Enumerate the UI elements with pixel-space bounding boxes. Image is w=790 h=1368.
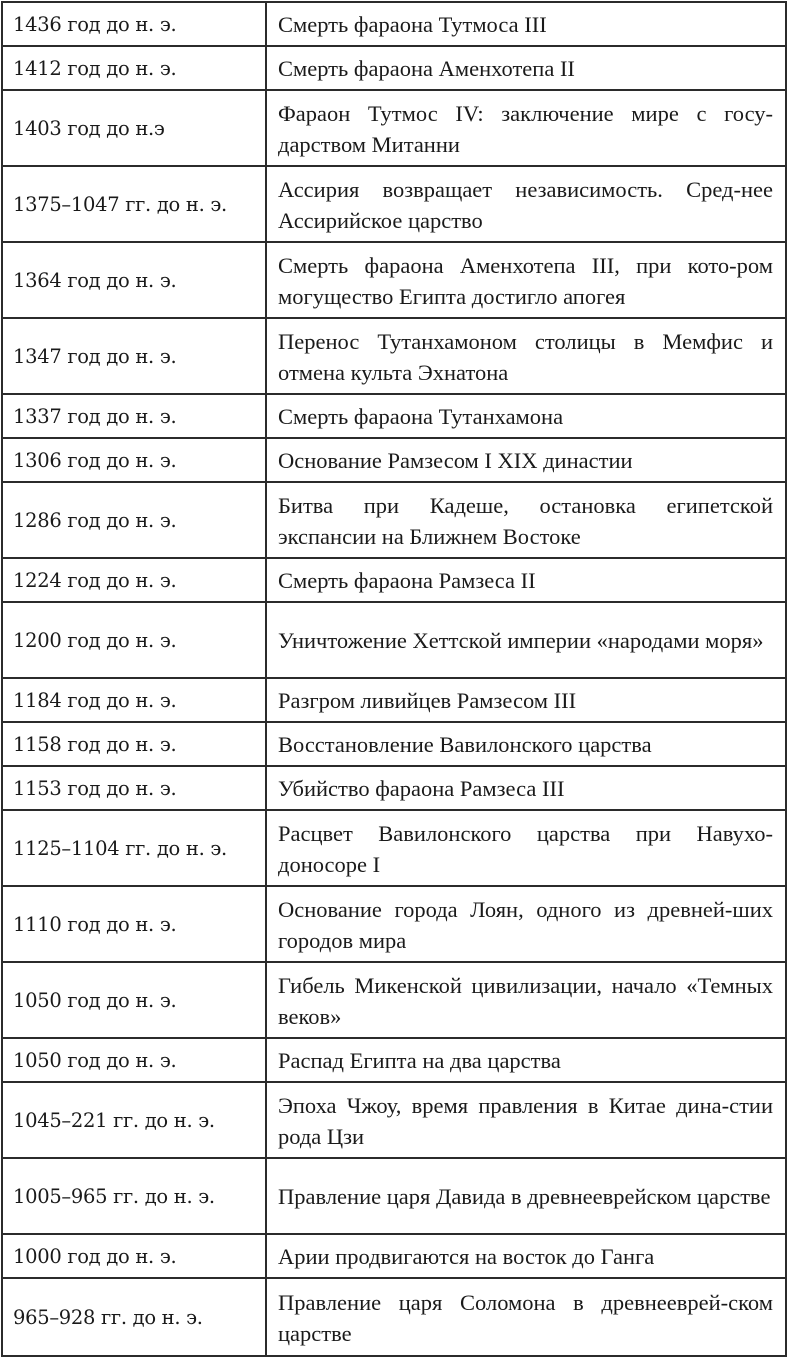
event-text: Распад Египта на два царства — [278, 1048, 561, 1073]
date-cell: 1050 год до н. э. — [3, 1039, 267, 1081]
event-cell — [267, 723, 785, 765]
event-cell — [267, 3, 785, 45]
table-row — [3, 47, 785, 91]
event-cell — [267, 439, 785, 481]
event-cell — [267, 887, 785, 961]
table-row — [3, 1279, 785, 1355]
event-cell — [267, 319, 785, 393]
event-cell — [267, 603, 785, 677]
table-row — [3, 1235, 785, 1279]
event-cell — [267, 767, 785, 809]
event-text: Уничтожение Хеттской империи «народами моря» — [278, 628, 764, 653]
table-row — [3, 395, 785, 439]
event-text: Восстановление Вавилонского царства — [278, 732, 652, 757]
date-cell: 1364 год до н. э. — [3, 243, 267, 317]
event-text: Смерть фараона Аменхотепа II — [278, 56, 575, 81]
table-row — [3, 559, 785, 603]
event-text: Расцвет Вавилонского царства при Навухо-доносоре I — [278, 820, 773, 877]
event-text: Битва при Кадеше, остановка египетской экспансии на Ближнем Востоке — [278, 492, 773, 549]
event-text: Ассирия возвращает независимость. Сред-нее Ассирийское царство — [278, 176, 773, 233]
table-row — [3, 439, 785, 483]
event-cell — [267, 483, 785, 557]
event-text: Эпоха Чжоу, время правления в Китае дина-стии рода Цзи — [278, 1092, 773, 1149]
event-text: Смерть фараона Аменхотепа III, при кото-ром могущество Египта достигло апогея — [278, 252, 773, 309]
table-row — [3, 963, 785, 1039]
event-text: Смерть фараона Тутанхамона — [278, 404, 564, 429]
table-row — [3, 3, 785, 47]
event-text: Основание Рамзесом I XIX династии — [278, 448, 633, 473]
event-text: Правление царя Давида в древнееврейском царстве — [278, 1184, 771, 1209]
date-cell: 1050 год до н. э. — [3, 963, 267, 1037]
date-cell: 1158 год до н. э. — [3, 723, 267, 765]
event-cell — [267, 1159, 785, 1233]
event-cell — [267, 47, 785, 89]
date-cell: 1200 год до н. э. — [3, 603, 267, 677]
date-cell: 1184 год до н. э. — [3, 679, 267, 721]
table-row — [3, 603, 785, 679]
table-row — [3, 1159, 785, 1235]
event-cell — [267, 679, 785, 721]
event-cell — [267, 963, 785, 1037]
event-text: Основание города Лоян, одного из древней-ших городов мира — [278, 896, 773, 953]
date-cell: 965–928 гг. до н. э. — [3, 1279, 267, 1355]
event-text: Смерть фараона Тутмоса III — [278, 12, 547, 37]
event-cell — [267, 559, 785, 601]
event-text: Разгром ливийцев Рамзесом III — [278, 688, 577, 713]
date-cell: 1153 год до н. э. — [3, 767, 267, 809]
date-cell: 1045–221 гг. до н. э. — [3, 1083, 267, 1157]
event-text: Фараон Тутмос IV: заключение мире с госу-дарством Митанни — [278, 100, 773, 157]
table-row — [3, 483, 785, 559]
event-cell — [267, 243, 785, 317]
table-row — [3, 1039, 785, 1083]
event-text: Перенос Тутанхамоном столицы в Мемфис и отмена культа Эхнатона — [278, 328, 773, 385]
event-cell — [267, 91, 785, 165]
event-text: Гибель Микенской цивилизации, начало «Темных веков» — [278, 972, 773, 1029]
table-row — [3, 91, 785, 167]
table-row — [3, 319, 785, 395]
date-cell: 1125–1104 гг. до н. э. — [3, 811, 267, 885]
date-cell: 1000 год до н. э. — [3, 1235, 267, 1277]
date-cell: 1224 год до н. э. — [3, 559, 267, 601]
event-cell — [267, 1279, 785, 1355]
event-cell — [267, 811, 785, 885]
table-row — [3, 723, 785, 767]
chronology-table — [1, 1, 787, 1357]
event-cell — [267, 167, 785, 241]
date-cell: 1412 год до н. э. — [3, 47, 267, 89]
event-text: Смерть фараона Рамзеса II — [278, 568, 536, 593]
date-cell: 1403 год до н.э — [3, 91, 267, 165]
date-cell: 1436 год до н. э. — [3, 3, 267, 45]
table-row — [3, 811, 785, 887]
date-cell: 1375–1047 гг. до н. э. — [3, 167, 267, 241]
table-row — [3, 167, 785, 243]
event-cell — [267, 1083, 785, 1157]
date-cell: 1347 год до н. э. — [3, 319, 267, 393]
date-cell: 1110 год до н. э. — [3, 887, 267, 961]
table-row — [3, 767, 785, 811]
table-row — [3, 1083, 785, 1159]
event-text: Убийство фараона Рамзеса III — [278, 776, 565, 801]
date-cell: 1306 год до н. э. — [3, 439, 267, 481]
event-cell — [267, 1235, 785, 1277]
table-row — [3, 243, 785, 319]
event-text: Правление царя Соломона в древнееврей-ском царстве — [278, 1289, 773, 1346]
date-cell: 1337 год до н. э. — [3, 395, 267, 437]
date-cell: 1005–965 гг. до н. э. — [3, 1159, 267, 1233]
date-cell: 1286 год до н. э. — [3, 483, 267, 557]
event-cell — [267, 395, 785, 437]
table-row — [3, 887, 785, 963]
table-row — [3, 679, 785, 723]
event-text: Арии продвигаются на восток до Ганга — [278, 1244, 655, 1269]
event-cell — [267, 1039, 785, 1081]
